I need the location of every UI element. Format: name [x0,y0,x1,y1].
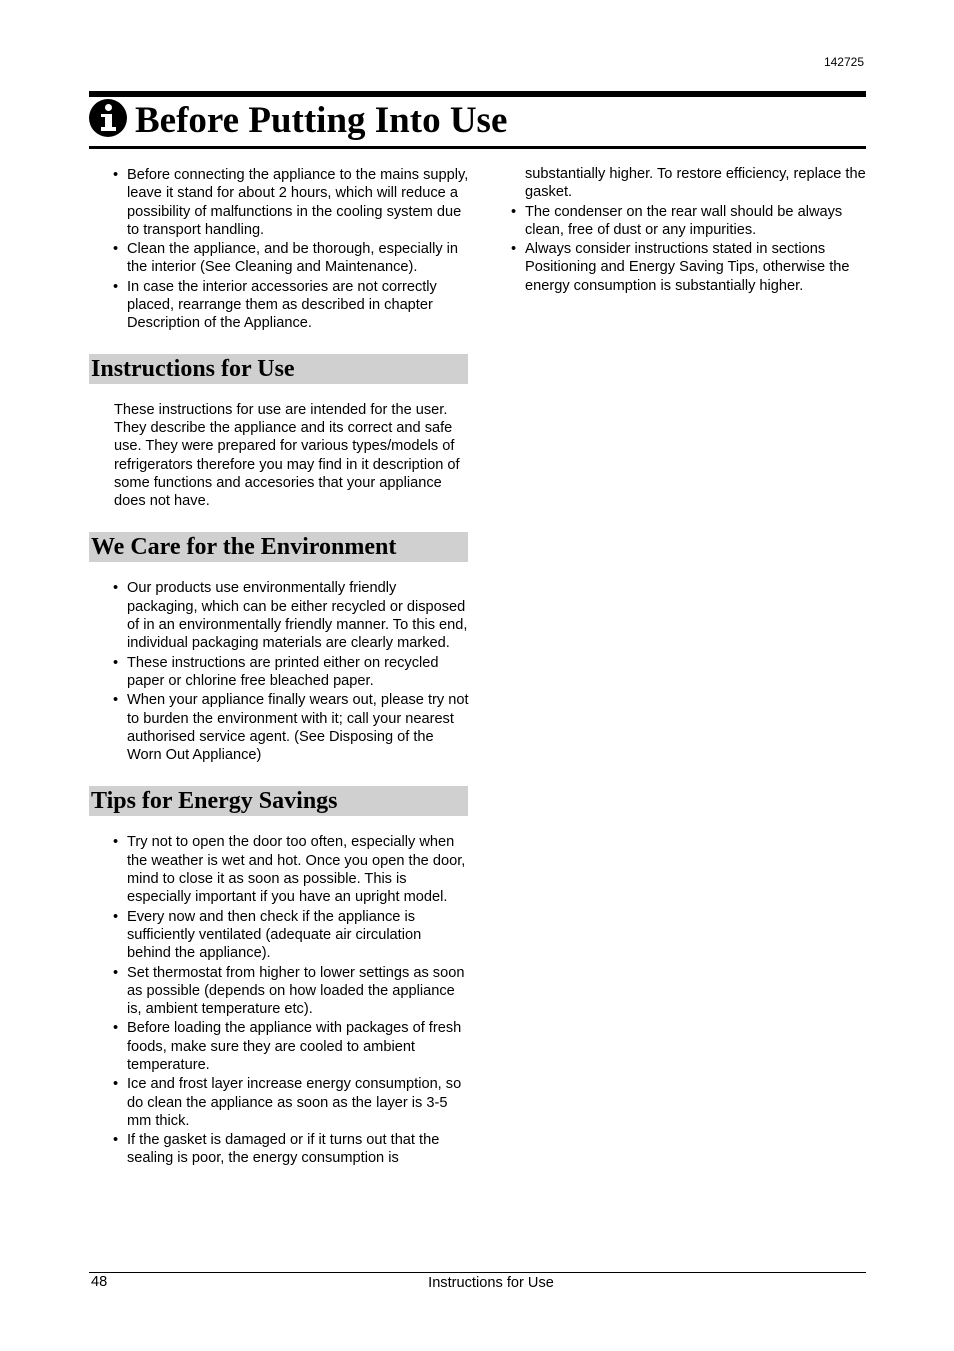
instructions-paragraph: These instructions for use are intended for the user. They describe the appliance and its correct and safe use. They were prepared for various types/models of refrigerators therefore you may find in it description of some functions and accesories that your appliance does not have. [114,401,460,510]
right-bullet-list [500,203,866,295]
title-rule-bottom [89,146,866,149]
left-column [89,166,469,1169]
list-item: • Try not to open the door too often, especially when the weather is wet and hot. Once you open the door, mind to close it as soon as possible. This is especially important if you have an upright model. [113,833,469,906]
page-title-text: Before Putting Into Use [135,100,508,141]
list-item: • Clean the appliance, and be thorough, especially in the interior (See Cleaning and Maintenance). [113,240,469,277]
list-item: • Before connecting the appliance to the mains supply, leave it stand for about 2 hours, which will reduce a possibility of malfunctions in the cooling system due to transport handling. [113,166,469,239]
list-item: • Every now and then check if the appliance is sufficiently ventilated (adequate air circulation behind the appliance). [113,908,469,963]
list-item: • When your appliance finally wears out, please try not to burden the environment with it; call your nearest authorised service agent. (See Disposing of the Worn Out Appliance) [113,691,469,764]
page-title [89,98,507,144]
list-item: • These instructions are printed either on recycled paper or chlorine free bleached paper. [113,654,469,691]
footer-rule [89,1272,866,1273]
list-item: • Always consider instructions stated in sections Positioning and Energy Saving Tips, otherwise the energy consumption is substantially higher. [511,240,866,295]
right-column [500,165,866,296]
page-number: 48 [91,1274,108,1290]
continued-text: substantially higher. To restore efficiency, replace the gasket. [525,166,866,201]
environment-bullet-list [89,579,469,764]
section-heading-energy: Tips for Energy Savings [89,786,468,816]
document-code: 142725 [823,55,864,69]
list-item: • If the gasket is damaged or if it turns out that the sealing is poor, the energy consumption is [113,1131,469,1168]
list-item: • Our products use environmentally friendly packaging, which can be either recycled or disposed of in an environmentally friendly manner. To this end, individual packaging materials are clearly marked. [113,579,469,652]
section-heading-environment: We Care for the Environment [89,532,468,562]
list-item: • The condenser on the rear wall should be always clean, free of dust or any impurities. [511,203,866,240]
list-item: • Ice and frost layer increase energy consumption, so do clean the appliance as soon as the layer is 3-5 mm thick. [113,1075,469,1130]
list-item: • Set thermostat from higher to lower settings as soon as possible (depends on how loaded the appliance is, ambient temperature etc). [113,964,469,1019]
section-heading-instructions: Instructions for Use [89,354,468,384]
intro-bullet-list [89,166,469,333]
footer-title: Instructions for Use [428,1275,554,1291]
list-item: • In case the interior accessories are not correctly placed, rearrange them as described in chapter Description of the Appliance. [113,278,469,333]
energy-bullet-list [89,833,469,1167]
info-icon [89,99,127,137]
title-rule-top [89,91,866,97]
list-item: • Before loading the appliance with packages of fresh foods, make sure they are cooled to ambient temperature. [113,1019,469,1074]
